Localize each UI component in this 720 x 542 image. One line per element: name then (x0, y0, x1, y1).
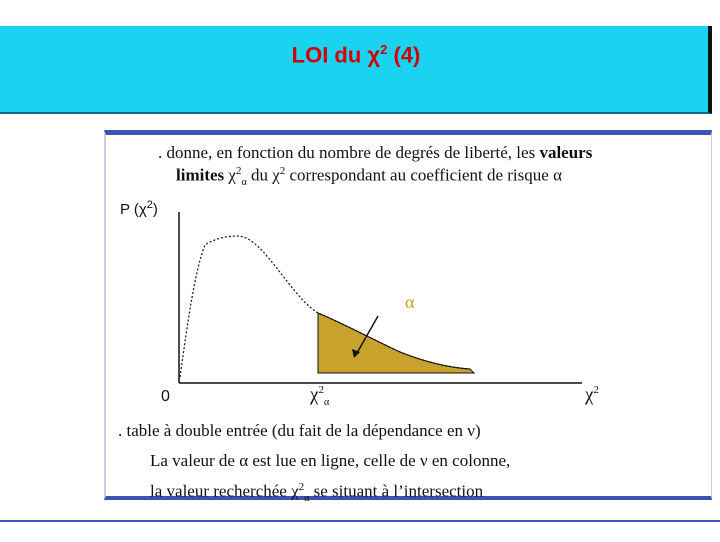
x-axis-label: $\chi^2$ (585, 384, 599, 406)
y-axis-label: P $(\chi^2)$ (120, 199, 158, 218)
rejection-area (318, 313, 474, 373)
origin-label: 0 (161, 388, 170, 405)
note-line-1: . table à double entrée (du fait de la dépendance en ν) (118, 421, 481, 440)
note-line-3: la valeur recherchée $\chi^2_\alpha$ se situant à l’intersection (150, 481, 484, 505)
slide-title: LOI du $\chi^2$ (4) (291, 42, 421, 68)
note-line-2: La valeur de α est lue en ligne, celle de ν en colonne, (150, 451, 511, 470)
critical-value-label: $\chi^2_\alpha$ (310, 384, 330, 409)
intro-line-2: limites $\chi^2_\alpha$ du $\chi^2$ correspondant au coefficient de risque α (176, 165, 562, 189)
intro-line-1: . donne, en fonction du nombre de degrés de liberté, les valeurs (158, 143, 593, 162)
alpha-label: α (405, 292, 415, 312)
